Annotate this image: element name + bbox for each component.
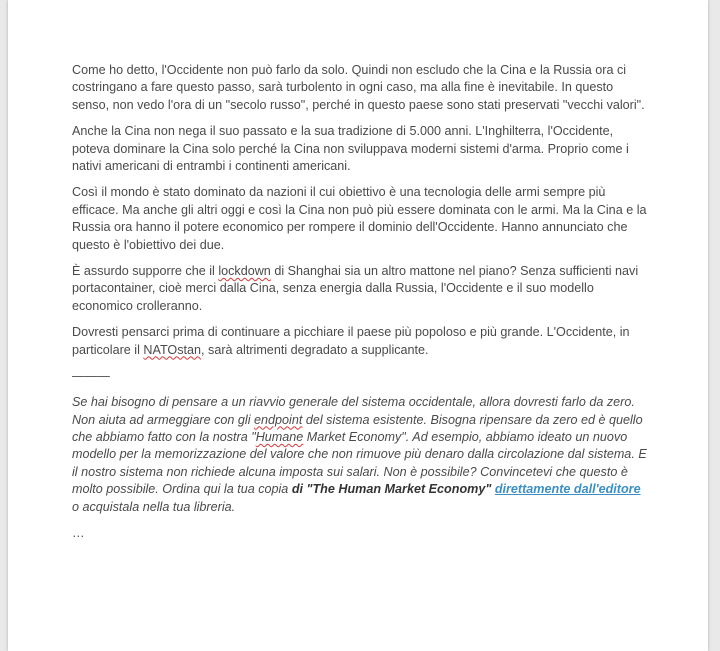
- paragraph-4-text-end: di Shanghai sia un altro mattone nel piano? Senza sufficienti navi portacontainer, cioè merci dalla Cina, senza energia dalla Russia, l'Occidente e il suo modello economico crolleranno.: [72, 264, 639, 313]
- spellcheck-word-endpoint[interactable]: endpoint: [254, 412, 303, 427]
- publisher-link[interactable]: direttamente dall'editore: [494, 482, 641, 497]
- paragraph-4: [72, 263, 647, 315]
- promo-text-3: Market Economy". Ad esempio, abbiamo ideato un nuovo modello per la memorizzazione del valore che non rimuove più denaro dalla circolazione dal sistema. E il nostro sistema non richiede alcuna imposta sui salari. Non è possibile? Convincetevi che questo è molto possibile. Ordina qui la tua copia: [72, 429, 647, 497]
- ellipsis: …: [72, 525, 85, 540]
- paragraph-3: Così il mondo è stato dominato da nazioni il cui obiettivo è una tecnologia delle armi sempre più efficace. Ma anche gli altri oggi e così la Cina non può più essere dominata con le armi. Ma la Cina e la Russia ora hanno il potere economico per rompere il dominio dell'Occidente. Hanno annunciato che questo è l'obiettivo dei due.: [72, 185, 647, 252]
- paragraph-1: Come ho detto, l'Occidente non può farlo da solo. Quindi non escludo che la Cina e la Russia ora ci costringano a fare questo passo, sarà turbolento in ogni caso, ma alla fine è inevitabile. In questo senso, non vedo l'ora di un "secolo russo", perché in questo paese sono stati preservati "vecchi valori".: [72, 63, 645, 112]
- paragraph-5-text-end: , sarà altrimenti degradato a supplicante.: [201, 342, 429, 357]
- promo-text-1: Se hai bisogno di pensare a un riavvio generale del sistema occidentale, allora dovresti farlo da zero. Non aiuta ad armeggiare con gli: [72, 395, 635, 427]
- book-title: di "The Human Market Economy": [291, 482, 492, 497]
- paragraph-5-text: Dovresti pensarci prima di continuare a picchiare il paese più popoloso e più grande. L'Occidente, in particolare il: [72, 325, 630, 357]
- article-body: [72, 62, 647, 551]
- paragraph-5: [72, 324, 647, 359]
- paragraph-2: Anche la Cina non nega il suo passato e la sua tradizione di 5.000 anni. L'Inghilterra, l'Occidente, poteva dominare la Cina solo perché la Cina non sviluppava moderni sistemi d'arma. Proprio come i nativi americani di entrambi i continenti americani.: [72, 124, 629, 174]
- promo-text-2: del sistema esistente. Bisogna ripensare da zero ed è quello che abbiamo fatto con la nostra ": [72, 412, 643, 444]
- document-page: [8, 0, 708, 651]
- spellcheck-word-humane[interactable]: Humane: [255, 429, 304, 444]
- spellcheck-word-lockdown[interactable]: lockdown: [218, 264, 271, 279]
- separator-line: ———: [72, 369, 110, 384]
- paragraph-4-text: È assurdo supporre che il: [72, 264, 219, 279]
- spellcheck-word-natostan[interactable]: NATOstan: [143, 342, 202, 357]
- promo-text-4: o acquistala nella tua libreria.: [72, 499, 236, 514]
- promo-paragraph: [72, 394, 647, 516]
